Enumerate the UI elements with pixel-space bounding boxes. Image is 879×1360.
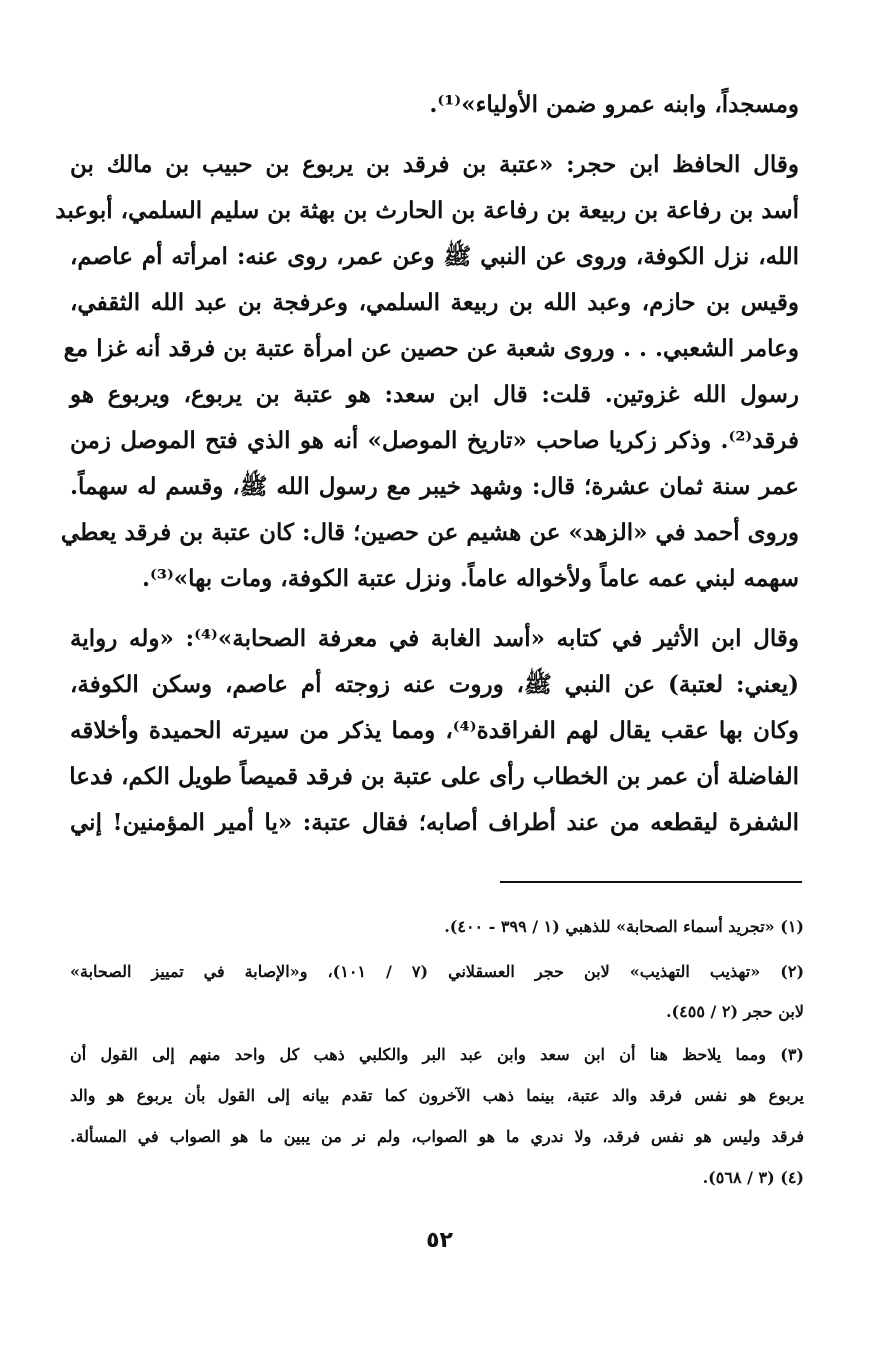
footnote-3-line-1: (٣) ومما يلاحظ هنا أن ابن سعد وابن عبد البر والكلبي ذهب كل واحد منهم إلى القول أن: [70, 1045, 804, 1064]
footnote-2-line-2: لابن حجر (٢ / ٤٥٥).: [665, 1002, 804, 1021]
footnote-3-line-2: يربوع هو نفس فرقد والد عتبة، بينما ذهب الآخرون كما تقدم بيانه إلى القول بأن يربوع هو والد: [70, 1086, 805, 1105]
body-line-6: وعامر الشعبي. . . وروى شعبة عن حصين عن امرأة عتبة بن فرقد أنه غزا مع: [63, 335, 799, 362]
footnote-3-line-3: فرقد وليس هو نفس فرقد، ولا ندري ما هو الصواب، ولم نر من يبين ما هو الصواب في المسألة.: [70, 1127, 804, 1146]
body-line-4: الله، نزل الكوفة، وروى عن النبي ﷺ وعن عمر، روى عنه: امرأته أم عاصم،: [70, 243, 799, 270]
footnote-separator: [500, 881, 802, 883]
body-line-11: سهمه لبني عمه عاماً ولأخواله عاماً. ونزل عتبة الكوفة، ومات بها»⁽³⁾.: [142, 565, 799, 592]
body-line-1: ومسجداً، وابنه عمرو ضمن الأولياء»⁽¹⁾.: [429, 91, 799, 118]
body-line-13: (يعني: لعتبة) عن النبي ﷺ، وروت عنه زوجته أم عاصم، وسكن الكوفة،: [70, 671, 799, 698]
body-line-16: الشفرة ليقطعه من عند أطراف أصابه؛ فقال عتبة: «يا أمير المؤمنين! إني: [70, 809, 799, 836]
body-line-3: أسد بن رفاعة بن ربيعة بن رفاعة بن الحارث بن بهثة بن سليم السلمي، أبوعبد: [55, 197, 799, 224]
page-number: ٥٢: [426, 1228, 453, 1253]
body-line-12: وقال ابن الأثير في كتابه «أسد الغابة في معرفة الصحابة»⁽⁴⁾: «وله رواية: [70, 625, 799, 652]
body-line-15: الفاضلة أن عمر بن الخطاب رأى على عتبة بن فرقد قميصاً طويل الكم، فدعا: [69, 763, 799, 790]
body-line-5: وقيس بن حازم، وعبد الله بن ربيعة السلمي، وعرفجة بن عبد الله الثقفي،: [70, 289, 799, 316]
body-line-2: وقال الحافظ ابن حجر: «عتبة بن فرقد بن يربوع بن حبيب بن مالك بن: [70, 151, 799, 178]
body-line-14: وكان بها عقب يقال لهم الفراقدة⁽⁴⁾، ومما يذكر من سيرته الحميدة وأخلاقه: [70, 717, 800, 744]
body-line-7: رسول الله غزوتين. قلت: قال ابن سعد: هو عتبة بن يربوع، ويربوع هو: [70, 381, 799, 408]
footnote-2-line-1: (٢) «تهذيب التهذيب» لابن حجر العسقلاني (٧ / ١٠١)، و«الإصابة في تمييز الصحابة»: [70, 962, 805, 981]
body-line-8: فرقد⁽²⁾. وذكر زكريا صاحب «تاريخ الموصل» أنه هو الذي فتح الموصل زمن: [70, 427, 799, 454]
body-line-9: عمر سنة ثمان عشرة؛ قال: وشهد خيبر مع رسول الله ﷺ، وقسم له سهماً.: [70, 473, 799, 500]
body-line-10: وروى أحمد في «الزهد» عن هشيم عن حصين؛ قال: كان عتبة بن فرقد يعطي: [60, 519, 799, 546]
footnote-1: (١) «تجريد أسماء الصحابة» للذهبي (١ / ٣٩٩ - ٤٠٠).: [444, 917, 804, 936]
footnote-4: (٤) (٣ / ٥٦٨).: [702, 1168, 804, 1187]
